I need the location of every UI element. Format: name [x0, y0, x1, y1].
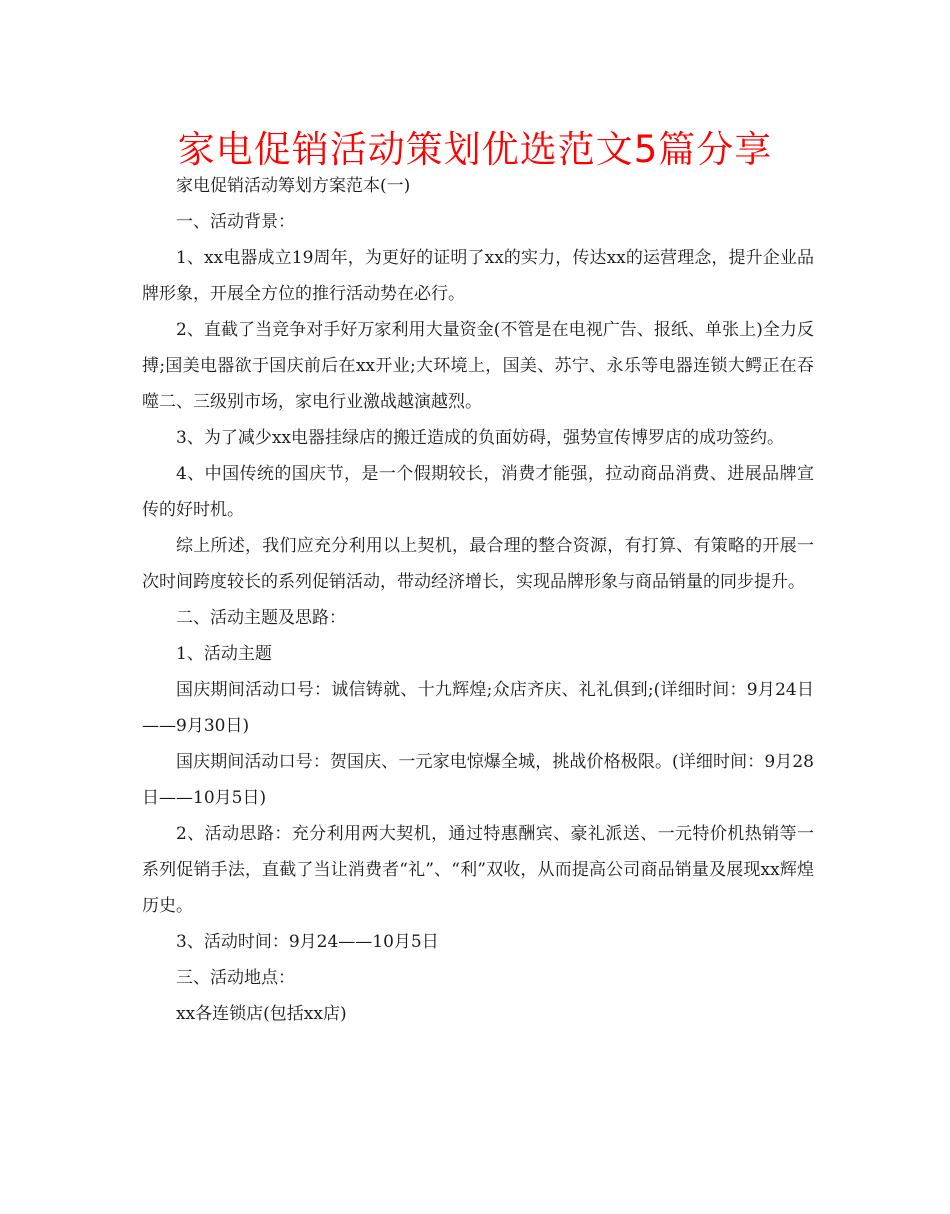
paragraph-background-3: 3、为了减少xx电器挂绿店的搬迁造成的负面妨碍，强势宣传博罗店的成功签约。: [176, 428, 784, 448]
paragraph-time: 3、活动时间：9月24——10月5日: [176, 932, 439, 952]
paragraph-summary: 综上所述，我们应充分利用以上契机，最合理的整合资源，有打算、有策略的开展一次时间跨度较长的系列促销活动，带动经济增长，实现品牌形象与商品销量的同步提升。: [142, 536, 814, 592]
paragraph-slogan-1: 国庆期间活动口号：诚信铸就、十九辉煌;众店齐庆、礼礼俱到;(详细时间：9月24日——9月30日): [142, 680, 814, 736]
paragraph-slogan-2: 国庆期间活动口号：贺国庆、一元家电惊爆全城，挑战价格极限。(详细时间：9月28日——10月5日): [142, 752, 814, 808]
document-body: [142, 168, 814, 1032]
paragraph-section-background: 一、活动背景：: [176, 212, 295, 232]
paragraph-theme-heading: 1、活动主题: [176, 644, 272, 664]
paragraph-background-2: 2、直截了当竞争对手好万家利用大量资金(不管是在电视广告、报纸、单张上)全力反搏;国美电器欲于国庆前后在xx开业;大环境上，国美、苏宁、永乐等电器连锁大鳄正在吞噬二、三级别市场，家电行业激战越演越烈。: [142, 320, 814, 412]
paragraph-section-location: 三、活动地点：: [176, 968, 295, 988]
paragraph-section-theme: 二、活动主题及思路：: [176, 608, 346, 628]
document-title: 家电促销活动策划优选范文5篇分享: [177, 128, 773, 171]
paragraph-background-1: 1、xx电器成立19周年，为更好的证明了xx的实力，传达xx的运营理念，提升企业品牌形象，开展全方位的推行活动势在必行。: [142, 248, 814, 304]
paragraph-plan-heading: 家电促销活动筹划方案范本(一): [176, 176, 411, 196]
paragraph-background-4: 4、中国传统的国庆节，是一个假期较长，消费才能强，拉动商品消费、进展品牌宣传的好时机。: [142, 464, 814, 520]
paragraph-location: xx各连锁店(包括xx店): [176, 1004, 347, 1024]
paragraph-approach: 2、活动思路：充分利用两大契机，通过特惠酬宾、豪礼派送、一元特价机热销等一系列促销手法，直截了当让消费者“礼”、“利”双收，从而提高公司商品销量及展现xx辉煌历史。: [142, 824, 814, 916]
